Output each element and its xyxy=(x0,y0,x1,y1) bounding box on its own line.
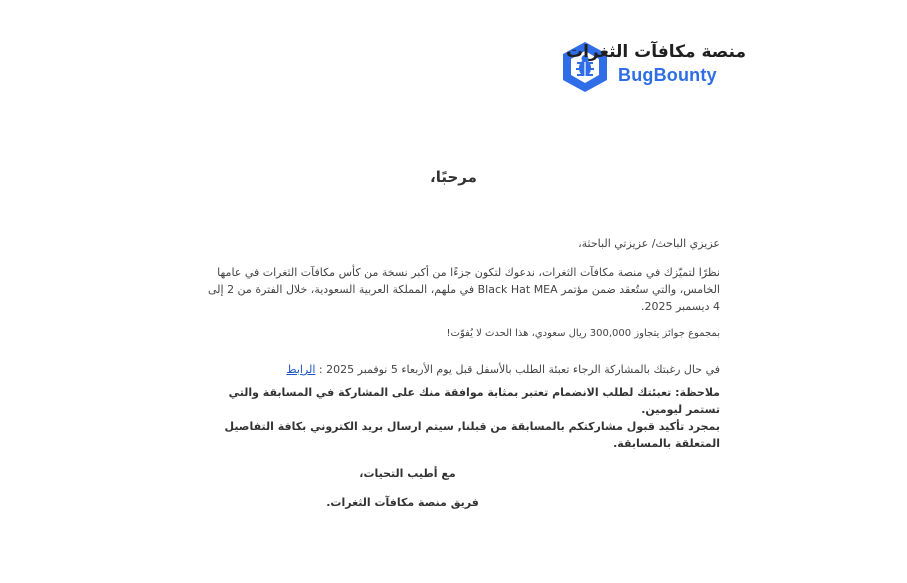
brand-name-ar: منصة مكافآت الثغرات xyxy=(566,42,746,62)
sign-off: مع أطيب التحيات، xyxy=(359,467,456,480)
register-link[interactable]: الرابط xyxy=(286,363,316,376)
team-signature: فريق منصة مكافآت الثغرات. xyxy=(326,496,479,509)
brand-name-en: BugBounty xyxy=(618,65,717,85)
brand-logo xyxy=(560,38,760,94)
prizes-line: بمجموع جوائز يتجاوز 300,000 ريال سعودي، هذا الحدث لا يُفوّت! xyxy=(446,328,720,339)
register-text: في حال رغبتك بالمشاركة الرجاء تعبئة الطلب بالأسفل قبل يوم الأربعاء 5 نوفمبر 2025 : xyxy=(318,363,720,376)
email-body xyxy=(205,235,720,511)
greeting-heading: مرحبًا، xyxy=(430,168,477,186)
salutation: عزيزي الباحث/ عزيزتي الباحثة، xyxy=(578,237,720,250)
intro-paragraph: نظرًا لتميّزك في منصة مكافآت الثغرات، ندعوك لتكون جزءًا من أكبر نسخة من كأس مكافآت الثغرات في عامها الخامس، والتي ستُعقد ضمن مؤتمر Black Hat MEA في ملهم، المملكة العربية السعودية، خلال الفترة من 2 إلى 4 ديسمبر 2025. xyxy=(207,266,720,313)
register-line xyxy=(205,361,720,378)
note-line-1: ملاحظة: تعبئتك لطلب الانضمام تعتبر بمثابة موافقة منك على المشاركة في المسابقة والتي تستمر ليومين. xyxy=(228,386,720,416)
note-line-2: بمجرد تأكيد قبول مشاركتكم بالمسابقة من قبلنا, سيتم ارسال بريد الكتروني بكافة التفاصيل المتعلقة بالمسابقة. xyxy=(224,420,720,450)
